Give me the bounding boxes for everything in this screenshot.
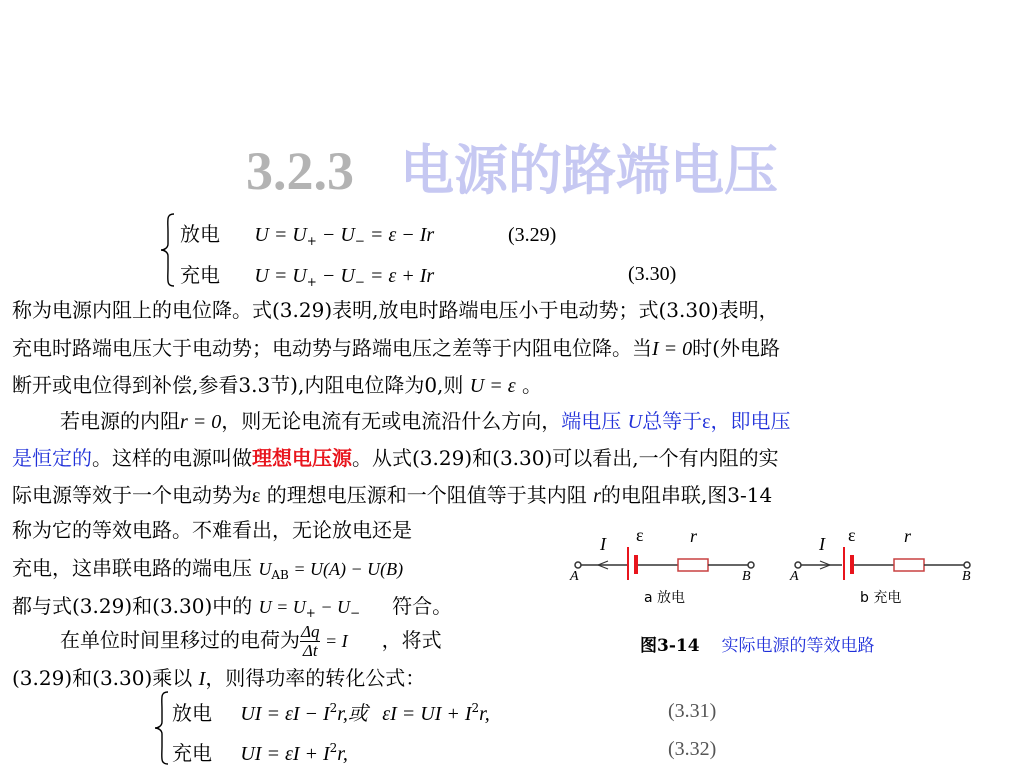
paragraph-line: 称为它的等效电路。不难看出，无论放电还是 [12, 518, 412, 542]
equation-sup: 2 [471, 701, 480, 715]
inline-math: ε [252, 485, 261, 507]
fraction-numerator: Δq [301, 622, 320, 641]
resistor [678, 559, 708, 571]
text-run: 的电阻串联,图3-14 [600, 483, 773, 507]
inline-math: − U [315, 597, 351, 617]
paragraph-line [12, 477, 772, 514]
fraction [300, 623, 320, 660]
text-run: 。这样的电源叫做 [92, 446, 252, 470]
resistor [894, 559, 924, 571]
equation-term: = ε + Ir [364, 265, 435, 287]
text-run: ，则得功率的转化公式： [205, 666, 426, 690]
charge-label: 充电 [180, 263, 220, 287]
inline-math: = U [271, 597, 306, 617]
inline-sub: AB [271, 568, 289, 582]
terminal-b [748, 562, 754, 568]
paragraph-line: 称为电源内阻上的电位降。式(3.29)表明,放电时路端电压小于电动势；式(3.30)表明， [12, 298, 779, 322]
paragraph-line [12, 330, 780, 367]
charge-label: 充电 [172, 741, 212, 765]
text-run: 充电，这串联电路的端电压 [12, 556, 252, 580]
equation-number: (3.32) [668, 738, 717, 760]
node-b-label: B [742, 569, 751, 584]
terminal-b [964, 562, 970, 568]
circuit-b [789, 525, 971, 606]
text-run: 时(外电路 [692, 336, 780, 360]
text-run: ，则无论电流有无或电流沿什么方向， [221, 409, 562, 433]
caption-text: 实际电源的等效电路 [721, 636, 875, 656]
text-run: ，将式 [381, 628, 442, 652]
equation-number: (3.29) [508, 224, 557, 246]
figure-3-14 [560, 520, 1010, 619]
resistor-label: r [690, 526, 698, 546]
text-run: 。 [521, 373, 542, 397]
equation-term: r,或 [337, 703, 368, 725]
figure-caption [640, 631, 875, 656]
equation-term: = ε − Ir [364, 224, 435, 246]
text-run: 若电源的内阻 [60, 409, 180, 433]
sublabel: b 充电 [860, 590, 902, 606]
text-run: 际电源等效于一个电动势为 [12, 483, 252, 507]
equation-term: = U [268, 265, 307, 287]
emf-label: ε [848, 525, 856, 545]
brace-icon [158, 212, 178, 288]
caption-number: 图3-14 [640, 636, 700, 656]
current-label: I [600, 534, 606, 554]
section-number: 3.2.3 [246, 141, 354, 201]
equation-number: (3.30) [628, 263, 677, 285]
equation-number: (3.31) [668, 700, 717, 722]
inline-math: = I [320, 631, 348, 651]
paragraph-line [12, 440, 779, 476]
terminal-a [795, 562, 801, 568]
section-title: 电源的路端电压 [400, 139, 778, 202]
equation-term: r, [479, 703, 490, 725]
node-b-label: B [962, 569, 971, 584]
emf-label: ε [636, 525, 644, 545]
equation-term: − U [316, 224, 355, 246]
equation-sup: 2 [329, 741, 338, 755]
inline-sub: + [305, 606, 316, 620]
text-run: 断开或电位得到补偿,参看3.3节),内阻电位降为0,则 [12, 373, 464, 397]
text-run: 端电压 [561, 409, 622, 433]
resistor-label: r [904, 526, 912, 546]
inline-math: I [198, 668, 206, 690]
text-run: 充电时路端电压大于电动势；电动势与路端电压之差等于内阻电位降。当 [12, 336, 652, 360]
highlight-red: 理想电压源 [252, 446, 352, 470]
inline-math: ε [702, 411, 711, 433]
inline-math: I = 0 [652, 338, 693, 360]
equation-brace-2 [152, 690, 172, 770]
paragraph-line [12, 367, 542, 404]
sublabel: a 放电 [644, 590, 686, 606]
discharge-label: 放电 [180, 222, 220, 246]
equation-term: r, [337, 743, 348, 765]
equation-3-29 [180, 216, 434, 259]
inline-math: U [258, 559, 272, 579]
circuit-a [569, 525, 754, 606]
equation-3-32 [172, 730, 348, 772]
inline-math: U [258, 597, 272, 617]
terminal-a [575, 562, 581, 568]
equation-term: εI = UI + I [382, 703, 472, 725]
circuit-diagram [560, 520, 1010, 615]
node-a-label: A [790, 569, 799, 584]
text-run: 符合。 [392, 594, 453, 618]
highlight-blue [561, 409, 790, 433]
paragraph-line [60, 403, 791, 440]
current-label: I [819, 534, 825, 554]
inline-math: = U(A) − U(B) [288, 559, 404, 579]
inline-math: r [593, 485, 601, 507]
fraction-denominator: Δt [302, 641, 318, 660]
highlight-blue: 是恒定的 [12, 446, 92, 470]
equation-term: = U [268, 224, 307, 246]
text-run: 。从式(3.29)和(3.30)可以看出,一个有内阻的实 [352, 446, 779, 470]
equation-brace-1 [158, 212, 178, 292]
page-title [0, 128, 1024, 205]
equation-sub: − [354, 275, 365, 289]
text-run: ，即电压 [710, 409, 791, 433]
paragraph-line [60, 622, 442, 660]
equation-sub: + [306, 234, 317, 248]
equation-3-31 [172, 690, 490, 732]
equation-lhs: U [254, 224, 269, 246]
text-run: 都与式(3.29)和(3.30)中的 [12, 594, 253, 618]
inline-math: U [627, 411, 643, 433]
equation-term: UI = εI − I [240, 703, 330, 725]
equation-term: UI = εI + I [240, 743, 330, 765]
equation-sup: 2 [329, 701, 338, 715]
inline-math: U = ε [469, 375, 516, 397]
inline-math: r = 0 [180, 411, 222, 433]
text-run: (3.29)和(3.30)乘以 [12, 666, 193, 690]
brace-icon [152, 690, 172, 766]
discharge-label: 放电 [172, 701, 212, 725]
node-a-label: A [570, 569, 579, 584]
paragraph-line [12, 550, 403, 593]
equation-sub: − [354, 234, 365, 248]
equation-term: − U [316, 265, 355, 287]
inline-sub: − [350, 606, 361, 620]
equation-sub: + [306, 275, 317, 289]
text-run: 总等于 [642, 409, 703, 433]
text-run: 在单位时间里移过的电荷为 [60, 628, 300, 652]
equation-lhs: U [254, 265, 269, 287]
text-run: 的理想电压源和一个阻值等于其内阻 [266, 483, 587, 507]
